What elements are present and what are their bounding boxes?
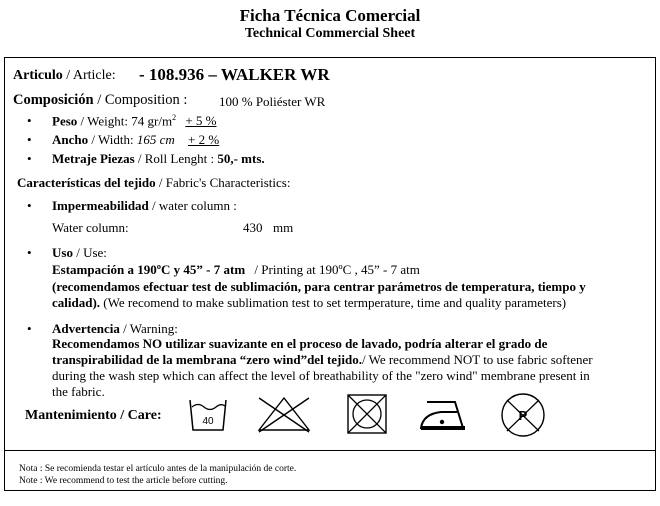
- width-tolerance: + 2 %: [188, 132, 220, 147]
- width-label-es: Ancho: [52, 132, 89, 147]
- article-line: [13, 68, 116, 84]
- note-en: Note : We recommend to test the article before cutting.: [19, 476, 228, 486]
- warning-label-en: / Warning:: [123, 321, 178, 336]
- warning-line-2-es: transpirabilidad de la membrana “zero wind”del tejido.: [52, 352, 362, 367]
- composition-label-es: Composición: [13, 92, 94, 108]
- use-line-3: [52, 295, 566, 311]
- width-value: 165 cm: [136, 132, 175, 147]
- roll-label-es: Metraje Piezas: [52, 151, 135, 166]
- use-label-en: / Use:: [76, 245, 107, 260]
- weight-sup: 2: [172, 113, 177, 122]
- page-subtitle: Technical Commercial Sheet: [244, 26, 416, 41]
- bullet-icon: •: [27, 132, 32, 147]
- warning-line-2-en: / We recommend NOT to use fabric softener: [361, 352, 593, 367]
- roll-value: 50,- mts.: [217, 151, 265, 166]
- water-column-label: Water column:: [52, 220, 129, 235]
- wash-temp-label: 40: [202, 416, 214, 427]
- weight-value: 74 gr/m: [131, 113, 173, 129]
- use-line-1-en: / Printing at 190ºC , 45” - 7 atm: [254, 262, 420, 277]
- characteristics-heading: [17, 175, 290, 191]
- notes-divider: [5, 450, 655, 451]
- waterproof-label-es: Impermeabilidad: [52, 198, 149, 213]
- warning-line-4: the fabric.: [52, 384, 105, 399]
- warning-line-3: during the wash step which can affect the level of breathability of the "zero wind" membrane present in: [52, 368, 590, 383]
- article-label-en: / Article:: [66, 68, 116, 83]
- bullet-icon: •: [27, 113, 32, 128]
- warning-line-1: Recomendamos NO utilizar suavizante en el proceso de lavado, podría alterar el grado de: [52, 336, 548, 351]
- use-line-1: [52, 262, 420, 278]
- water-column-value: 430: [243, 220, 263, 235]
- weight-label-es: Peso: [52, 113, 78, 129]
- dryclean-p-icon: [499, 391, 547, 439]
- use-line-3-en: (We recomend to make sublimation test to set termperature, time and quality parameters): [103, 295, 567, 310]
- waterproof-label-en: / water column :: [152, 198, 237, 213]
- care-label-en: / Care:: [120, 408, 162, 423]
- composition-line: [13, 92, 187, 109]
- no-bleach-icon: [255, 394, 313, 434]
- use-label-es: Uso: [52, 245, 73, 260]
- roll-label-en: / Roll Lenght :: [137, 151, 215, 166]
- characteristics-label-es: Características del tejido: [17, 175, 156, 190]
- spec-roll-length: [52, 151, 265, 167]
- wash-40-icon: [188, 396, 228, 432]
- composition-label-en: / Composition :: [97, 92, 188, 108]
- no-tumble-dry-icon: [345, 392, 389, 436]
- warning-label-es: Advertencia: [52, 321, 120, 336]
- use-heading: [52, 245, 107, 261]
- use-line-1-es: Estampación a 190ºC y 45” - 7 atm: [52, 262, 246, 277]
- composition-value: 100 % Poliéster WR: [219, 94, 326, 109]
- spec-width: [52, 132, 219, 148]
- warning-line-2: [52, 352, 593, 368]
- note-es: Nota : Se recomienda testar el artículo antes de la manipulación de corte.: [19, 464, 297, 474]
- use-line-2: (recomendamos efectuar test de sublimación, para centrar parámetros de temperatura, tiempo y: [52, 279, 586, 294]
- care-heading: [25, 408, 162, 424]
- care-label-es: Mantenimiento: [25, 408, 117, 423]
- characteristics-label-en: / Fabric's Characteristics:: [158, 175, 291, 190]
- width-label-en: / Width:: [91, 132, 134, 147]
- weight-tolerance: + 5 %: [185, 113, 217, 129]
- bullet-icon: •: [27, 198, 32, 213]
- article-value: - 108.936 – WALKER WR: [139, 65, 330, 84]
- waterproof-heading: [52, 198, 237, 214]
- iron-low-icon: [417, 396, 471, 432]
- spec-weight: [52, 113, 216, 129]
- article-label-es: Articulo: [13, 68, 63, 83]
- bullet-icon: •: [27, 151, 32, 166]
- water-column-unit: mm: [273, 220, 294, 235]
- bullet-icon: •: [27, 245, 32, 260]
- dryclean-letter: P: [518, 408, 528, 423]
- weight-label-en: / Weight:: [80, 113, 128, 129]
- bullet-icon: •: [27, 321, 32, 336]
- warning-heading: [52, 321, 178, 337]
- page-title: Ficha Técnica Comercial: [239, 6, 421, 25]
- use-line-3-es: calidad).: [52, 295, 101, 310]
- spec-sheet-frame: [4, 57, 656, 491]
